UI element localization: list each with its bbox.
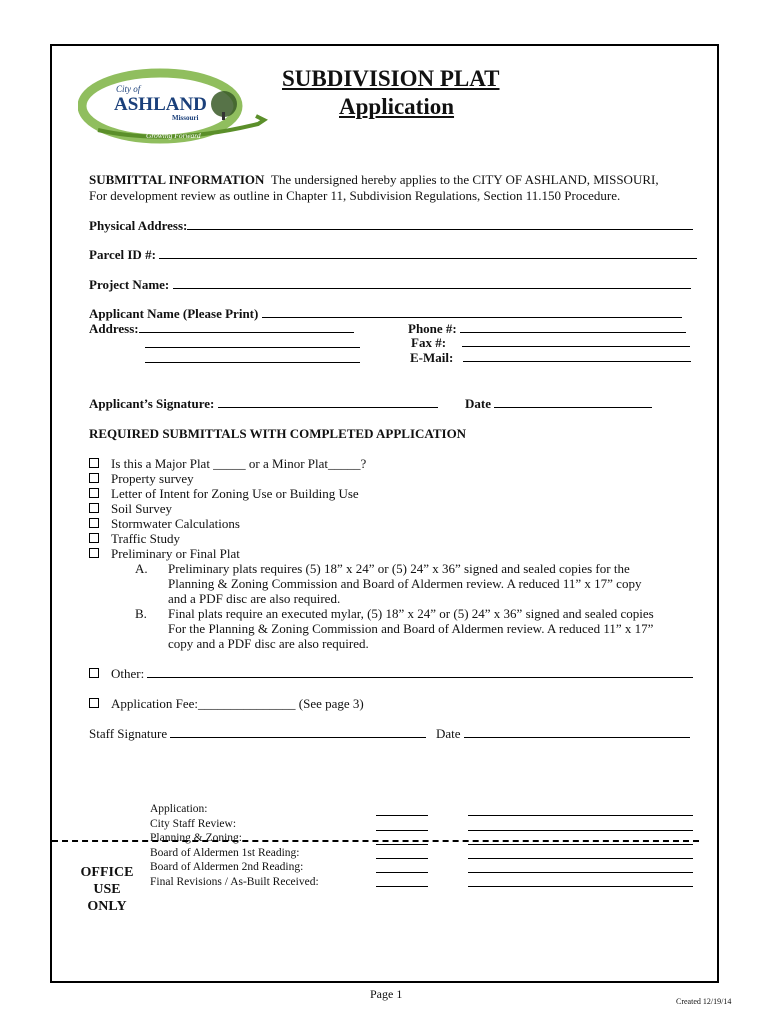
physical-address-field: [89, 218, 693, 234]
sub-a-line: and a PDF disc are also required.: [168, 591, 341, 606]
physical-address-input[interactable]: [187, 218, 693, 230]
checklist-label: Traffic Study: [111, 531, 180, 546]
sub-b-line: copy and a PDF disc are also required.: [168, 636, 369, 651]
intro-text-2: For development review as outline in Chapter 11, Subdivision Regulations, Section 11.150 Procedure.: [89, 188, 621, 203]
fax-label: Fax #:: [411, 335, 447, 350]
other-label: Other:: [111, 666, 145, 681]
staff-signature-label: Staff Signature: [89, 726, 168, 741]
phone-input[interactable]: [460, 321, 686, 333]
applicant-name-label: Applicant Name (Please Print): [89, 306, 259, 321]
staff-signature-field: [89, 726, 426, 742]
checklist-label: Property survey: [111, 471, 194, 486]
other-input[interactable]: [147, 666, 693, 678]
email-field: [410, 350, 691, 366]
checkbox-plat[interactable]: [89, 548, 99, 558]
svg-text:Growing Forward: Growing Forward: [146, 131, 201, 140]
parcel-id-field: [89, 247, 697, 263]
applicant-signature-field: [89, 396, 438, 412]
checkbox-other[interactable]: [89, 668, 99, 678]
applicant-signature-input[interactable]: [218, 396, 438, 408]
office-notes-line[interactable]: [468, 872, 693, 873]
physical-address-label: Physical Address:: [89, 218, 188, 233]
checkbox-soil-survey[interactable]: [89, 503, 99, 513]
address-input-2[interactable]: [145, 336, 360, 348]
sub-a-label: A.: [135, 561, 148, 576]
svg-text:City of: City of: [116, 84, 141, 94]
office-notes-line[interactable]: [468, 886, 693, 887]
sub-b-label: B.: [135, 606, 147, 621]
checklist-item: [89, 501, 172, 517]
office-use-label: [62, 864, 152, 915]
checkbox-major-minor[interactable]: [89, 458, 99, 468]
office-item: Board of Aldermen 1st Reading:: [150, 846, 300, 859]
fee-field: [89, 696, 364, 712]
intro-text-1: The undersigned hereby applies to the CITY OF ASHLAND, MISSOURI,: [270, 172, 659, 187]
office-label-line: OFFICE: [80, 865, 134, 880]
staff-date-input[interactable]: [464, 726, 690, 738]
checklist-item: [89, 516, 240, 532]
checklist-item: [89, 546, 240, 562]
form-title: SUBDIVISION PLAT: [282, 66, 500, 91]
project-name-label: Project Name:: [89, 277, 170, 292]
svg-text:Missouri: Missouri: [172, 114, 199, 122]
created-date: Created 12/19/14: [676, 997, 732, 1006]
office-notes-line[interactable]: [468, 830, 693, 831]
svg-text:ASHLAND: ASHLAND: [114, 94, 207, 115]
address-input-1[interactable]: [139, 321, 354, 333]
sub-b-line: For the Planning & Zoning Commission and Board of Aldermen review. A reduced 11” x 17”: [168, 621, 654, 636]
address-input-3[interactable]: [145, 351, 360, 363]
office-date-line[interactable]: [376, 815, 428, 816]
checklist-major-minor: [89, 456, 366, 472]
applicant-date-field: [465, 396, 652, 412]
checkbox-stormwater[interactable]: [89, 518, 99, 528]
applicant-name-field: [89, 306, 682, 322]
checklist-item: [89, 486, 359, 502]
office-date-line[interactable]: [376, 844, 428, 845]
staff-signature-input[interactable]: [170, 726, 426, 738]
page-number: Page 1: [370, 987, 403, 1001]
applicant-name-input[interactable]: [262, 306, 682, 318]
checkbox-fee[interactable]: [89, 698, 99, 708]
office-notes-line[interactable]: [468, 844, 693, 845]
email-input[interactable]: [463, 350, 691, 362]
project-name-input[interactable]: [173, 277, 691, 289]
checklist-item: [89, 531, 180, 547]
checklist-item: [89, 471, 194, 487]
checklist-label: Letter of Intent for Zoning Use or Building Use: [111, 486, 359, 501]
checkbox-traffic-study[interactable]: [89, 533, 99, 543]
office-item: City Staff Review:: [150, 817, 237, 830]
office-label-line: USE: [93, 882, 121, 897]
checkbox-property-survey[interactable]: [89, 473, 99, 483]
office-item: Application:: [150, 803, 208, 815]
office-item: Board of Aldermen 2nd Reading:: [150, 861, 304, 873]
fax-field: [411, 335, 690, 351]
project-name-field: [89, 277, 691, 293]
staff-date-label: Date: [436, 726, 461, 741]
office-date-line[interactable]: [376, 830, 428, 831]
applicant-date-input[interactable]: [494, 396, 652, 408]
other-field: [89, 666, 693, 682]
email-label: E-Mail:: [410, 350, 454, 365]
office-item: Final Revisions / As-Built Received:: [150, 875, 319, 888]
office-item: Planning & Zoning:: [150, 832, 242, 844]
staff-date-field: [436, 726, 690, 742]
office-date-line[interactable]: [376, 886, 428, 887]
office-notes-line[interactable]: [468, 858, 693, 859]
sub-a-line: Preliminary plats requires (5) 18” x 24” or (5) 24” x 36” signed and sealed copies for the: [168, 561, 630, 576]
fee-label: Application Fee:_______________ (See page 3): [111, 696, 364, 711]
office-date-line[interactable]: [376, 872, 428, 873]
intro-line-1: [89, 172, 659, 188]
sub-b-line: Final plats require an executed mylar, (5) 18” x 24” or (5) 24” x 36” signed and sealed copies: [168, 606, 654, 621]
form-subtitle: Application: [339, 94, 455, 119]
required-heading: REQUIRED SUBMITTALS WITH COMPLETED APPLICATION: [89, 426, 467, 441]
city-logo: [78, 68, 268, 146]
applicant-date-label: Date: [465, 396, 491, 411]
checklist-label: Soil Survey: [111, 501, 173, 516]
checklist-label: Stormwater Calculations: [111, 516, 240, 531]
parcel-id-label: Parcel ID #:: [89, 247, 156, 262]
office-date-line[interactable]: [376, 858, 428, 859]
office-notes-line[interactable]: [468, 815, 693, 816]
major-minor-text: Is this a Major Plat _____ or a Minor Plat_____?: [111, 456, 367, 471]
office-label-line: ONLY: [87, 899, 127, 914]
checkbox-letter-of-intent[interactable]: [89, 488, 99, 498]
checklist-label: Preliminary or Final Plat: [111, 546, 240, 561]
intro-heading: SUBMITTAL INFORMATION: [89, 172, 265, 187]
sub-a-line: Planning & Zoning Commission and Board of Aldermen review. A reduced 11” x 17” copy: [168, 576, 642, 591]
office-use-list: [150, 802, 319, 889]
applicant-signature-label: Applicant’s Signature:: [89, 396, 215, 411]
fax-input[interactable]: [462, 335, 690, 347]
parcel-id-input[interactable]: [159, 247, 697, 259]
phone-label: Phone #:: [408, 321, 457, 336]
address-label: Address:: [89, 321, 139, 336]
